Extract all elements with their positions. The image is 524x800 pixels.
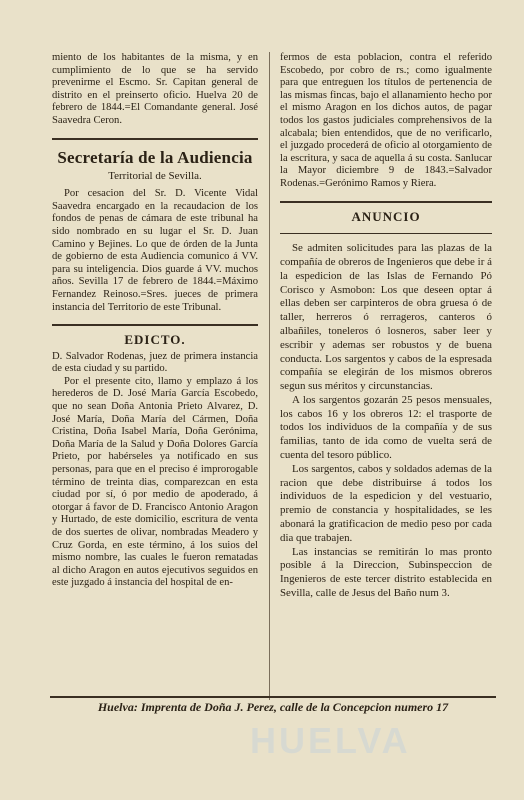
library-watermark: HUELVA — [250, 720, 411, 761]
section-subtitle: Territorial de Sevilla. — [108, 169, 202, 182]
anuncio-paragraph-3: Los sargentos, cabos y soldados ademas de la racion que debe distribuirse á todos los individuos de la espedicion y del vestuario, premio de constancia y hospitalidades, se les abonará la gratificacion de medio peso por cada dia que trabajen. — [280, 462, 492, 544]
audiencia-paragraph: Por cesacion del Sr. D. Vicente Vidal Saavedra encargado en la recaudacion de los fondos de penas de cámara de este tribunal ha sido nombrado en su lugar el Sr. D. Juan Camino y Bejines. Lo que de órden de la Junta de gobierno de esta Audiencia comunico á VV. para su inteligencia. Dios guarde á VV. muchos años. Sevilla 17 de febrero de 1844.=Máximo Fernandez Reinoso.=Sres. jueces de primera instancia del Territorio de este Tribunal. — [52, 188, 258, 313]
section-title: Secretaría de la Audiencia — [57, 147, 253, 167]
anuncio-paragraph-4: Las instancias se remitirán lo mas pronto posible á la Direccion, Subinspeccion de Ingenieros de este tercer distrito establecida en Sevilla, calle de Jesus del Baño num 3. — [280, 545, 492, 600]
anuncio-underline — [280, 233, 492, 234]
column-divider — [269, 52, 270, 700]
anuncio-paragraph-2: A los sargentos gozarán 25 pesos mensuales, los cabos 16 y los obreros 12: el trasporte de todos los individuos de la compañía y de sus familias, tanto de ida como de vuelta será de cuenta del tesoro público. — [280, 393, 492, 462]
edicto-title: EDICTO. — [124, 332, 186, 348]
edicto-paragraph-2: Por el presente cito, llamo y emplazo á los herederos de D. José María García Escobedo, que no sean Doña Antonia Prieto Alvarez, D. José María, Doña María del Cármen, Doña Cristina, Doña Isabel María, Doña Gerónima, Doña María de la Salud y Doña Dolores García Prieto, por habérseles ya notificado en sus personas, para que en el preciso é improrogable término de treinta dias, comparezcan en esta ciudad por sí, ó por medio de apoderado, á otorgar á favor de D. Francisco Antonio Aragon y Hurtado, de este domicilio, escritura de venta de dos suertes de olivar, nombradas Meadero y Cruz Gorda, en este término, á los suios del mismo nombre, las cuales le fueron rematadas al dicho Aragon en autos ejecutivos seguidos en este juzgado á instancia del hospital de en- — [52, 375, 258, 589]
printer-imprint: Huelva: Imprenta de Doña J. Perez, calle de la Concepcion numero 17 — [50, 696, 496, 715]
anuncio-divider — [280, 201, 492, 203]
intro-paragraph: miento de los habitantes de la misma, y en cumplimiento de lo que se ha servido prevenirme el Escmo. Sr. Capitan general de distrito en el preinserto oficio. Huelva 20 de febrero de 1844.=El Comandante general. José Saavedra Ceron. — [52, 52, 258, 126]
anuncio-paragraph-1: Se admiten solicitudes para las plazas de la compañía de obreros de Ingenieros que debe ir á la espedicion de las Islas de Fernando Pó Corisco y Asmobon: Los que deseen optar á ellas deben ser carpinteros de obra gruesa ó de taller, herreros ó rerrageros, canteros ó albañiles, toneleros ó losneros, saber leer y escribir y ademas ser robustos y de buena conducta. Los sargentos y cabos de la espresada compañía se elegirán de los mismos obreros segun sus méritos y circunstancias. — [280, 242, 492, 393]
continuation-paragraph: fermos de esta poblacion, contra el referido Escobedo, por cobro de rs.; como igualmente para que entreguen los títulos de pertenencia de las mismas fincas, bajo el allanamiento hecho por el mismo Aragon en los dichos autos, de pagar todos los gastos judiciales comprehensivos de la alcabala; bien entendidos, que de no verificarlo, el juzgado procederá de oficio al otorgamiento de la escritura, y saca de aquella á su costa. Sanlucar la Mayor diciembre 9 de 1843.=Salvador Rodenas.=Gerónimo Ramos y Riera. — [280, 52, 492, 189]
right-column — [280, 52, 492, 601]
section-divider — [52, 138, 258, 140]
left-column — [52, 52, 258, 590]
anuncio-title: ANUNCIO — [351, 208, 421, 224]
edicto-divider — [52, 324, 258, 326]
edicto-paragraph-1: D. Salvador Rodenas, juez de primera instancia de esta ciudad y su partido. — [52, 350, 258, 375]
anuncio-body — [280, 242, 492, 601]
